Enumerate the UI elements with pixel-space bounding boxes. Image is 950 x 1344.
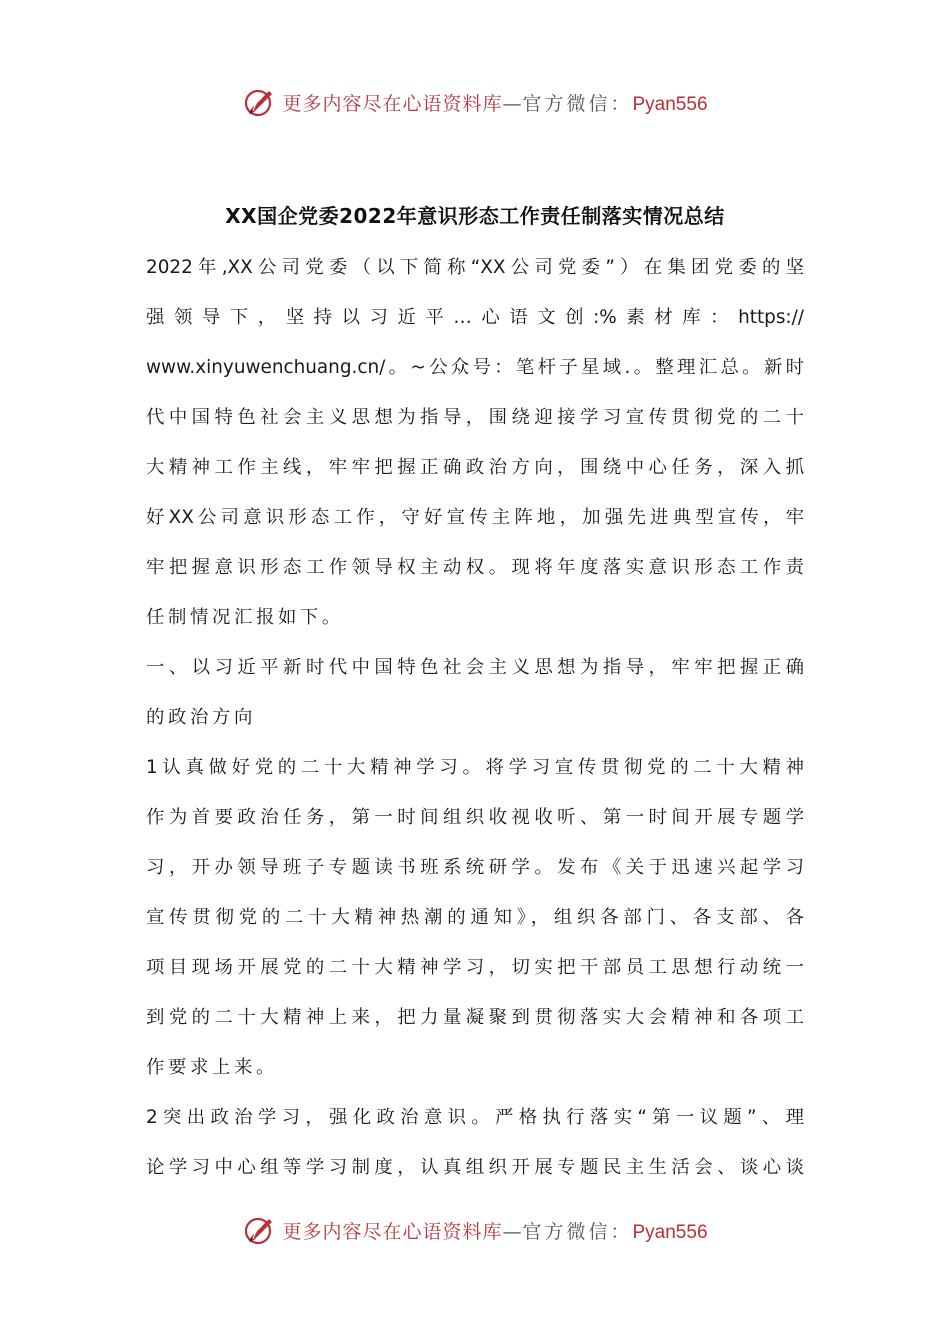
pen-logo-icon (242, 1213, 276, 1247)
banner-dash: — (502, 1220, 523, 1243)
footer-banner (0, 1210, 950, 1250)
banner-main-text: 更多内容尽在心语资料库 (282, 1220, 503, 1243)
body-line: 大精神工作主线，牢牢把握正确政治方向，围绕中心任务，深入抓 (146, 457, 804, 478)
body-line: 习，开办领导班子专题读书班系统研学。发布《关于迅速兴起学习 (146, 857, 804, 878)
section-heading-line: 一、以习近平新时代中国特色社会主义思想为指导，牢牢把握正确 (146, 657, 804, 678)
document-body (146, 247, 804, 1197)
pen-logo-icon (242, 85, 276, 119)
body-line: 作要求上来。 (146, 1057, 278, 1078)
body-line: 好XX公司意识形态工作，守好宣传主阵地，加强先进典型宣传，牢 (146, 507, 804, 528)
body-line: 项目现场开展党的二十大精神学习，切实把干部员工思想行动统一 (146, 957, 804, 978)
body-line: 到党的二十大精神上来，把力量凝聚到贯彻落实大会精神和各项工 (146, 1007, 804, 1028)
body-line: 作为首要政治任务，第一时间组织收视收听、第一时间开展专题学 (146, 807, 804, 828)
banner-main-text: 更多内容尽在心语资料库 (282, 92, 503, 115)
body-line: 宣传贯彻党的二十大精神热潮的通知》，组织各部门、各支部、各 (146, 907, 804, 928)
section-heading-line: 的政治方向 (146, 707, 256, 728)
body-line: 任制情况汇报如下。 (146, 607, 344, 628)
banner-wechat-id: Pyan556 (632, 1221, 708, 1243)
banner-wechat-id: Pyan556 (632, 93, 708, 115)
banner-wechat-label: 官方微信： (522, 92, 633, 115)
body-line: 牢把握意识形态工作领导权主动权。现将年度落实意识形态工作责 (146, 557, 804, 578)
body-line: 论学习中心组等学习制度，认真组织开展专题民主生活会、谈心谈 (146, 1157, 804, 1178)
header-banner (0, 82, 950, 122)
body-line: www.xinyuwenchuang.cn/。~公众号：笔杆子星域.。整理汇总。新时 (146, 357, 804, 378)
body-line: 2022年,XX公司党委（以下简称“XX公司党委”）在集团党委的坚 (146, 257, 804, 278)
banner-dash: — (502, 92, 523, 115)
body-line: 2突出政治学习，强化政治意识。严格执行落实“第一议题”、理 (146, 1107, 804, 1128)
document-title: XX国企党委2022年意识形态工作责任制落实情况总结 (225, 204, 725, 228)
banner-wechat-label: 官方微信： (522, 1220, 633, 1243)
body-line: 1认真做好党的二十大精神学习。将学习宣传贯彻党的二十大精神 (146, 757, 804, 778)
body-line: 代中国特色社会主义思想为指导，围绕迎接学习宣传贯彻党的二十 (146, 407, 804, 428)
body-line: 强领导下，坚持以习近平…心语文创:%素材库：https:// (146, 307, 804, 328)
